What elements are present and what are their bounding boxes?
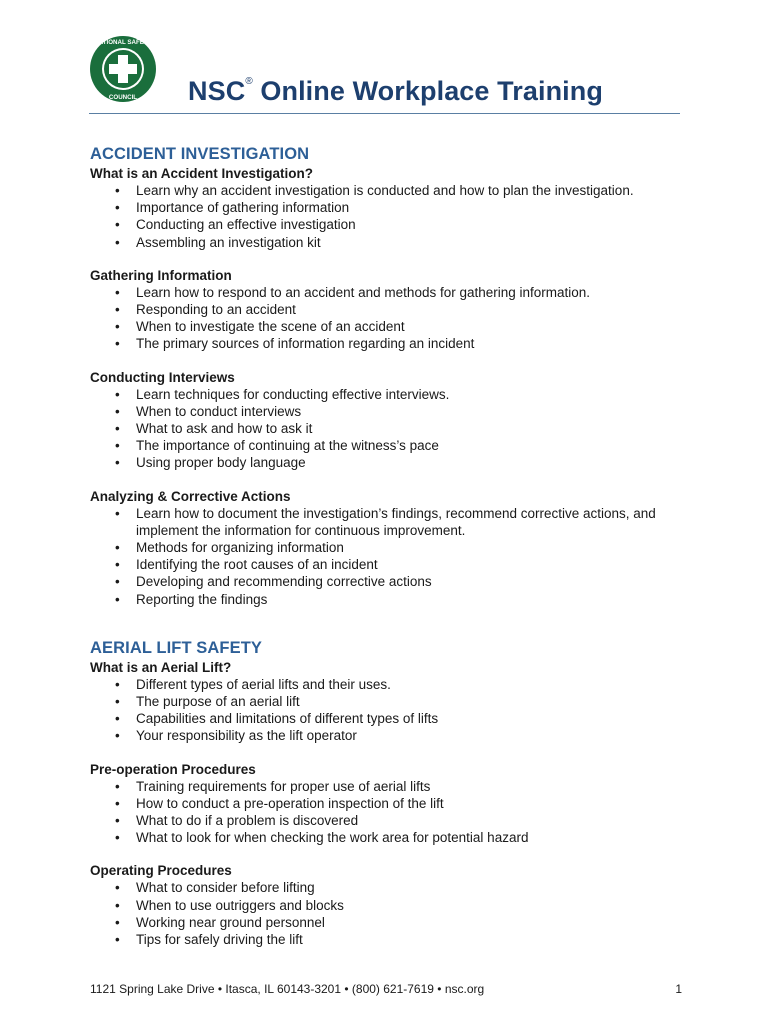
subsection-heading: Pre-operation Procedures xyxy=(90,761,256,777)
list-item: • The importance of continuing at the witness’s pace xyxy=(90,437,676,454)
list-item: • How to conduct a pre-operation inspection of the lift xyxy=(90,795,676,812)
list-item: • Reporting the findings xyxy=(90,591,676,608)
list-item: • What to ask and how to ask it xyxy=(90,420,676,437)
list-item: • Capabilities and limitations of different types of lifts xyxy=(90,710,676,727)
subsection-heading: Gathering Information xyxy=(90,267,232,283)
bullet-list xyxy=(90,284,690,353)
subsection-heading: What is an Accident Investigation? xyxy=(90,166,314,181)
subsection-heading: What is an Aerial Lift? xyxy=(90,659,232,675)
list-item: • Importance of gathering information xyxy=(90,199,676,216)
list-item: • Conducting an effective investigation xyxy=(90,216,676,233)
list-item: • What to look for when checking the work area for potential hazard xyxy=(90,829,676,846)
subsection-heading: Analyzing & Corrective Actions xyxy=(90,488,291,504)
subsection-heading: Operating Procedures xyxy=(90,863,232,879)
page-title: NSC® Online Workplace Training xyxy=(188,76,603,106)
bullet-list xyxy=(90,505,690,608)
bullet-list xyxy=(90,879,690,948)
list-item: • Different types of aerial lifts and their uses. xyxy=(90,676,676,693)
header-divider xyxy=(89,113,680,114)
list-item: • Learn why an accident investigation is conducted and how to plan the investigation. xyxy=(90,182,676,199)
list-item: • When to investigate the scene of an accident xyxy=(90,318,676,335)
list-item: • The purpose of an aerial lift xyxy=(90,693,676,710)
svg-text:COUNCIL: COUNCIL xyxy=(108,94,138,101)
list-item: • Learn how to respond to an accident and methods for gathering information. xyxy=(90,284,676,301)
footer-address: 1121 Spring Lake Drive • Itasca, IL 60143-3201 • (800) 621-7619 • nsc.org xyxy=(90,982,485,996)
bullet-list xyxy=(90,182,690,251)
list-item: • Responding to an accident xyxy=(90,301,676,318)
list-item: • Training requirements for proper use of aerial lifts xyxy=(90,778,676,795)
list-item: • What to do if a problem is discovered xyxy=(90,812,676,829)
list-item: • When to use outriggers and blocks xyxy=(90,897,676,914)
course-outline xyxy=(90,144,690,948)
list-item: • Using proper body language xyxy=(90,454,676,471)
subsection-heading: Conducting Interviews xyxy=(90,369,235,385)
list-item: • Assembling an investigation kit xyxy=(90,234,676,251)
list-item: • Working near ground personnel xyxy=(90,914,676,931)
list-item: • What to consider before lifting xyxy=(90,879,676,896)
section-title: ACCIDENT INVESTIGATION xyxy=(90,145,310,163)
bullet-list xyxy=(90,386,690,472)
list-item: • Developing and recommending corrective actions xyxy=(90,573,676,590)
list-item: • When to conduct interviews xyxy=(90,403,676,420)
bullet-list xyxy=(90,778,690,847)
list-item: • The primary sources of information regarding an incident xyxy=(90,335,676,352)
list-item: • Your responsibility as the lift operator xyxy=(90,727,676,744)
list-item: • Methods for organizing information xyxy=(90,539,676,556)
list-item: • Identifying the root causes of an incident xyxy=(90,556,676,573)
section-title: AERIAL LIFT SAFETY xyxy=(90,638,262,657)
list-item: • Learn techniques for conducting effective interviews. xyxy=(90,386,676,403)
svg-text:NATIONAL SAFETY: NATIONAL SAFETY xyxy=(94,39,152,46)
list-item: • Learn how to document the investigation’s findings, recommend corrective actions, and implement the information for continuous improvement. xyxy=(90,505,676,539)
bullet-list xyxy=(90,676,690,745)
list-item: • Tips for safely driving the lift xyxy=(90,931,676,948)
page-number: 1 xyxy=(675,982,682,996)
national-safety-council-logo xyxy=(89,33,157,105)
